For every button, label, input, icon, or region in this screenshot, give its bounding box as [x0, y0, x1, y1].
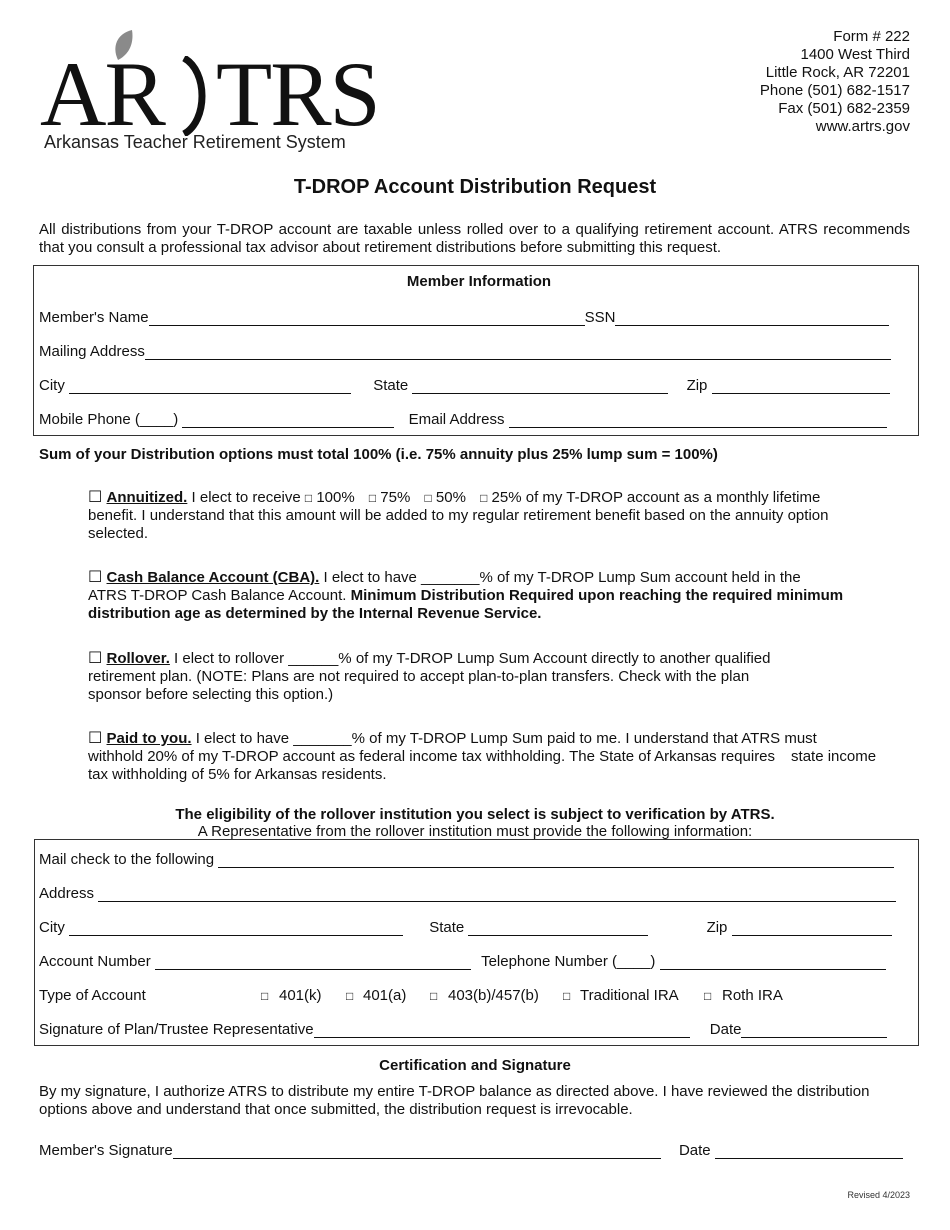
cba-checkbox[interactable]: ☐: [88, 569, 103, 586]
annuitized-checkbox[interactable]: ☐: [88, 489, 103, 506]
rollover-text-a: I elect to rollover ______% of my T-DROP Lump Sum Account directly to another qualified: [169, 650, 771, 667]
rollover-checkbox[interactable]: ☐: [88, 650, 103, 667]
rollover-address-row: [39, 885, 896, 902]
trustee-date-field[interactable]: [741, 1023, 887, 1038]
member-name-row: [39, 309, 889, 326]
state-field[interactable]: [412, 379, 668, 394]
type-401k-label: 401(k): [279, 987, 322, 1004]
logo-text-ar: AR: [40, 43, 164, 145]
email-label: Email Address: [408, 411, 505, 428]
rollover-box: [34, 839, 919, 1046]
type-403b-checkbox[interactable]: □: [430, 989, 438, 1003]
account-type-row: [39, 987, 783, 1004]
type-traditional-ira-checkbox[interactable]: □: [563, 989, 571, 1003]
member-city-row: [39, 377, 890, 394]
paid-title: Paid to you.: [106, 730, 192, 747]
annuitized-text-c: selected.: [88, 525, 149, 542]
form-number: Form # 222: [833, 28, 910, 45]
annuity-50-checkbox[interactable]: □: [424, 491, 432, 505]
logo-subtitle: Arkansas Teacher Retirement System: [44, 132, 346, 152]
member-signature-field[interactable]: [173, 1144, 661, 1159]
mailing-address-field[interactable]: [145, 345, 891, 360]
city-field[interactable]: [69, 379, 351, 394]
annuity-25-checkbox[interactable]: □: [480, 491, 488, 505]
cba-text-a: I elect to have _______% of my T-DROP Lump Sum account held in the: [319, 569, 801, 586]
annuity-75-checkbox[interactable]: □: [368, 491, 377, 505]
address-line2: Little Rock, AR 72201: [765, 64, 910, 81]
mailing-address-label: Mailing Address: [39, 343, 145, 360]
member-name-label: Member's Name: [39, 309, 149, 326]
option-paid-to-you: [88, 730, 910, 784]
rollover-representative-note: A Representative from the rollover institution must provide the following information:: [197, 823, 753, 840]
member-date-field[interactable]: [715, 1144, 903, 1159]
sum-note: Sum of your Distribution options must total 100% (i.e. 75% annuity plus 25% lump sum = 100%): [39, 446, 718, 463]
page-title: T-DROP Account Distribution Request: [293, 176, 657, 198]
member-signature-row: [39, 1142, 903, 1159]
option-cba: [88, 569, 910, 623]
annuitized-text: I elect to receive: [187, 489, 305, 506]
mobile-phone-label: Mobile Phone (____): [39, 411, 179, 428]
rollover-eligibility-note: The eligibility of the rollover institution you select is subject to verification by ATRS.: [175, 806, 775, 823]
trustee-date-label: Date: [709, 1021, 742, 1038]
zip-label: Zip: [686, 377, 708, 394]
website[interactable]: www.artrs.gov: [815, 118, 910, 135]
account-row: [39, 953, 886, 970]
option-rollover: [88, 650, 910, 704]
member-info-heading: Member Information: [406, 273, 552, 290]
annuity-75-label: 75%: [380, 489, 411, 506]
member-name-field[interactable]: [149, 311, 585, 326]
state-label: State: [373, 377, 409, 394]
logo-text-trs: TRS: [216, 43, 379, 145]
account-number-field[interactable]: [155, 955, 471, 970]
rollover-text-b: retirement plan. (NOTE: Plans are not required to accept plan-to-plan transfers. Check with the plan: [88, 668, 750, 685]
paid-text-b2: state income: [791, 748, 877, 765]
option-annuitized: [88, 489, 910, 543]
type-roth-ira-checkbox[interactable]: □: [704, 989, 712, 1003]
certification-heading: Certification and Signature: [379, 1057, 571, 1074]
annuitized-text-b: benefit. I understand that this amount will be added to my regular retirement benefit based on the annuity option: [88, 507, 829, 524]
rollover-state-label: State: [429, 919, 465, 936]
type-401a-label: 401(a): [363, 987, 407, 1004]
annuitized-title: Annuitized.: [106, 489, 188, 506]
rollover-address-label: Address: [39, 885, 95, 902]
rollover-title: Rollover.: [106, 650, 170, 667]
logo-arc: [178, 56, 214, 136]
type-403b-label: 403(b)/457(b): [448, 987, 539, 1004]
cba-text-b-bold: Minimum Distribution Required upon reaching the required minimum: [350, 587, 844, 604]
paid-text-b: withhold 20% of my T-DROP account as federal income tax withholding. The State of Arkansas requires: [88, 748, 776, 765]
member-contact-row: [39, 411, 887, 428]
rollover-text-c: sponsor before selecting this option.): [88, 686, 334, 703]
member-date-label: Date: [678, 1142, 711, 1159]
certification-text: By my signature, I authorize ATRS to distribute my entire T-DROP balance as directed above. I have reviewed the distribution options above and understand that once submitted, the distribution request is irrevocable.: [39, 1083, 870, 1118]
rollover-city-row: [39, 919, 892, 936]
trustee-signature-field[interactable]: [314, 1023, 690, 1038]
cba-text-b: ATRS T-DROP Cash Balance Account.: [88, 587, 351, 604]
logo: [40, 28, 379, 153]
type-roth-ira-label: Roth IRA: [722, 987, 783, 1004]
telephone-label: Telephone Number (____): [481, 953, 656, 970]
rollover-zip-label: Zip: [706, 919, 728, 936]
annuity-50-label: 50%: [435, 489, 466, 506]
ssn-label: SSN: [584, 309, 616, 326]
type-401k-checkbox[interactable]: □: [261, 989, 269, 1003]
rollover-city-label: City: [39, 919, 65, 936]
revised-date: Revised 4/2023: [847, 1190, 910, 1200]
mail-check-field[interactable]: [218, 853, 894, 868]
telephone-field[interactable]: [660, 955, 886, 970]
cba-title: Cash Balance Account (CBA).: [106, 569, 320, 586]
annuity-100-label: 100%: [316, 489, 355, 506]
ssn-field[interactable]: [615, 311, 889, 326]
mobile-phone-field[interactable]: [182, 413, 394, 428]
intro-text: All distributions from your T-DROP account are taxable unless rolled over to a qualifying retirement account. ATRS recommends that you consult a professional tax advisor about retirement distributions before submitting this request.: [39, 221, 910, 256]
rollover-address-field[interactable]: [98, 887, 896, 902]
mail-check-row: [39, 851, 894, 868]
zip-field[interactable]: [712, 379, 890, 394]
paid-checkbox[interactable]: ☐: [88, 730, 103, 747]
rollover-state-field[interactable]: [468, 921, 648, 936]
agency-address: [760, 28, 910, 136]
type-traditional-ira-label: Traditional IRA: [580, 987, 679, 1004]
trustee-signature-row: [39, 1021, 887, 1038]
city-label: City: [39, 377, 65, 394]
annuity-25-label: 25% of my T-DROP account as a monthly lifetime: [491, 489, 821, 506]
email-field[interactable]: [509, 413, 887, 428]
mailing-address-row: [39, 343, 891, 360]
address-line1: 1400 West Third: [800, 46, 910, 63]
annuity-100-checkbox[interactable]: □: [304, 491, 313, 505]
rollover-city-field[interactable]: [69, 921, 403, 936]
paid-text-c: tax withholding of 5% for Arkansas residents.: [88, 766, 387, 783]
trustee-signature-label: Signature of Plan/Trustee Representative: [39, 1021, 314, 1038]
member-signature-label: Member's Signature: [39, 1142, 173, 1159]
account-type-label: Type of Account: [39, 987, 146, 1004]
phone: Phone (501) 682-1517: [759, 82, 910, 99]
paid-text-a: I elect to have _______% of my T-DROP Lump Sum paid to me. I understand that ATRS must: [191, 730, 817, 747]
type-401a-checkbox[interactable]: □: [346, 989, 354, 1003]
fax: Fax (501) 682-2359: [778, 100, 910, 117]
account-number-label: Account Number: [39, 953, 151, 970]
cba-text-c-bold: distribution age as determined by the Internal Revenue Service.: [88, 605, 542, 622]
rollover-zip-field[interactable]: [732, 921, 892, 936]
mail-check-label: Mail check to the following: [39, 851, 215, 868]
